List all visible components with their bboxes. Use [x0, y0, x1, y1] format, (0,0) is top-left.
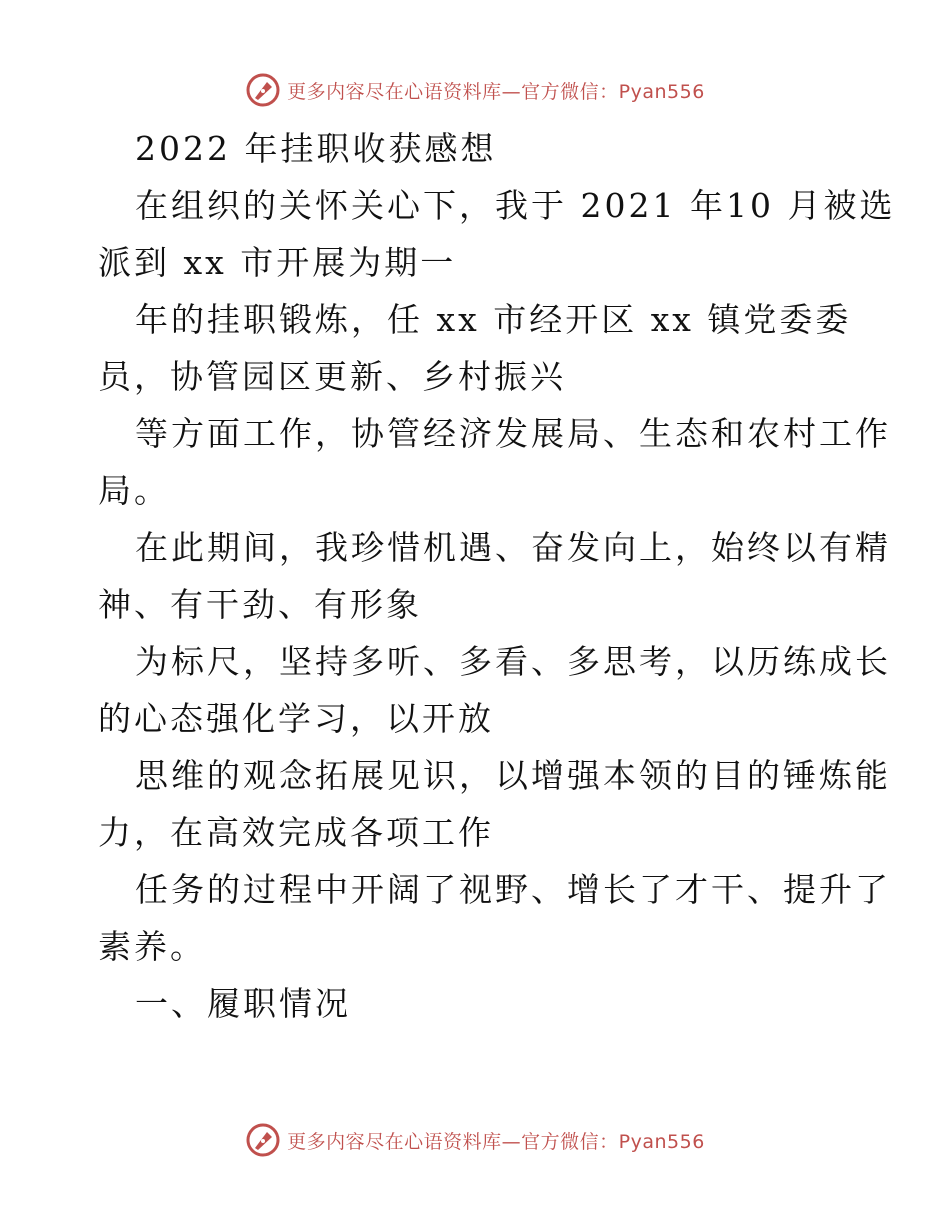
pen-nib-logo-icon — [245, 1122, 281, 1158]
section-heading: 一、履职情况 — [135, 984, 351, 1023]
document-body — [98, 120, 896, 1032]
paragraph-line: 为标尺，坚持多听、多看、多思考，以历练成长 — [135, 642, 891, 681]
paragraph-line: 思维的观念拓展见识，以增强本领的目的锤炼能 — [135, 756, 891, 795]
paragraph-line: 神、有干劲、有形象 — [98, 585, 422, 624]
paragraph-line: 年的挂职锻炼，任 xx 市经开区 xx 镇党委委 — [135, 300, 852, 339]
footer-watermark — [0, 1120, 950, 1160]
paragraph-line: 任务的过程中开阔了视野、增长了才干、提升了 — [135, 870, 891, 909]
watermark-text: 更多内容尽在心语资料库—官方微信：Pyan556 — [287, 80, 705, 103]
paragraph-line: 的心态强化学习，以开放 — [98, 699, 494, 738]
paragraph-line: 在此期间，我珍惜机遇、奋发向上，始终以有精 — [135, 528, 891, 567]
pen-nib-logo-icon — [245, 72, 281, 108]
paragraph-line: 局。 — [98, 471, 170, 510]
paragraph-line: 员，协管园区更新、乡村振兴 — [98, 357, 566, 396]
paragraph-line: 素养。 — [98, 927, 206, 966]
paragraph-line: 派到 xx 市开展为期一 — [98, 243, 457, 282]
header-watermark — [0, 70, 950, 110]
paragraph-line: 在组织的关怀关心下，我于 2021 年10 月被选 — [135, 186, 896, 225]
watermark-text: 更多内容尽在心语资料库—官方微信：Pyan556 — [287, 1130, 705, 1153]
document-title: 2022 年挂职收获感想 — [135, 129, 497, 168]
paragraph-line: 等方面工作，协管经济发展局、生态和农村工作 — [135, 414, 891, 453]
paragraph-line: 力，在高效完成各项工作 — [98, 813, 494, 852]
